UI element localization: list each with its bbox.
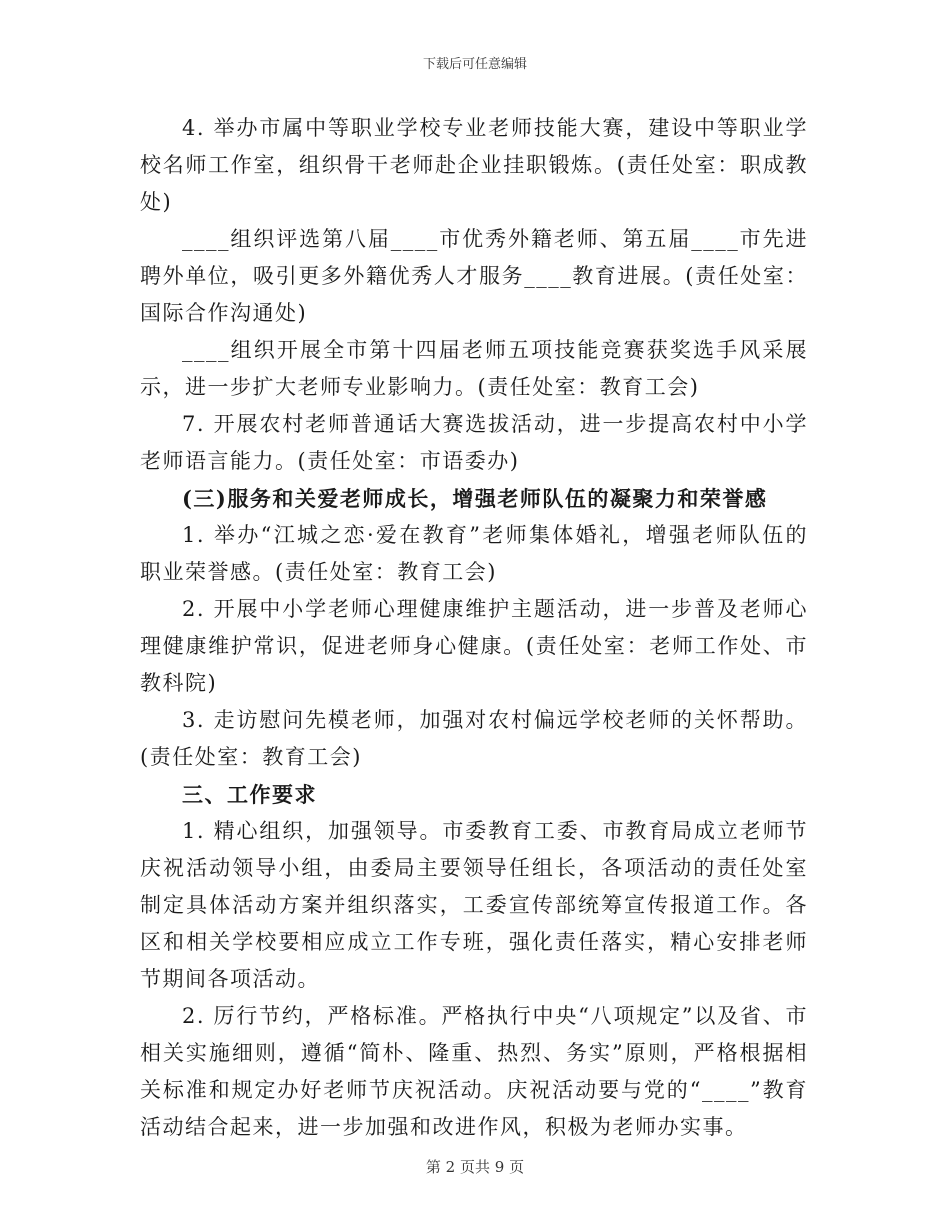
section-heading-3: (三)服务和关爱老师成长，增强老师队伍的凝聚力和荣誉感	[182, 486, 768, 511]
paragraph-wedding-event: 1. 举办“江城之恋·爱在教育”老师集体婚礼，增强老师队伍的职业荣誉感。(责任处室：教育工会)	[140, 523, 808, 584]
paragraph-frugality-standards: 2. 厉行节约，严格标准。严格执行中央“八项规定”以及省、市相关实施细则，遵循“简朴、隆重、热烈、务实”原则，严格根据相关标准和规定办好老师节庆祝活动。庆祝活动要与党的“____”教育活动结合起来，进一步加强和改进作风，积极为老师办实事。	[140, 1004, 808, 1139]
paragraph-visit-model-teachers: 3. 走访慰问先模老师，加强对农村偏远学校老师的关怀帮助。(责任处室：教育工会)	[140, 708, 808, 769]
page-number-footer: 第 2 页共 9 页	[425, 1158, 525, 1176]
page-header: 下载后可任意编辑	[422, 57, 527, 72]
paragraph-organize-leadership: 1. 精心组织，加强领导。市委教育工委、市教育局成立老师节庆祝活动领导小组，由委局主要领导任组长，各项活动的责任处室制定具体活动方案并组织落实，工委宣传部统筹宣传报道工作。各区和相关学校要相应成立工作专班，强化责任落实，精心安排老师节期间各项活动。	[140, 819, 808, 991]
paragraph-skills-competition: ____组织开展全市第十四届老师五项技能竞赛获奖选手风采展示，进一步扩大老师专业影响力。(责任处室：教育工会)	[140, 338, 808, 399]
paragraph-item-4-vocational: 4. 举办市属中等职业学校专业老师技能大赛，建设中等职业学校名师工作室，组织骨干老师赴企业挂职锻炼。(责任处室：职成教处)	[140, 116, 808, 214]
document-body	[140, 110, 808, 1146]
section-heading-work-requirements: 三、工作要求	[182, 782, 317, 807]
paragraph-item-7-mandarin: 7. 开展农村老师普通话大赛选拔活动，进一步提高农村中小学老师语言能力。(责任处室：市语委办)	[140, 412, 808, 473]
paragraph-mental-health: 2. 开展中小学老师心理健康维护主题活动，进一步普及老师心理健康维护常识，促进老师身心健康。(责任处室：老师工作处、市教科院)	[140, 597, 808, 695]
paragraph-foreign-teachers: ____组织评选第八届____市优秀外籍老师、第五届____市先进聘外单位，吸引更多外籍优秀人才服务____教育进展。(责任处室：国际合作沟通处)	[140, 227, 808, 325]
